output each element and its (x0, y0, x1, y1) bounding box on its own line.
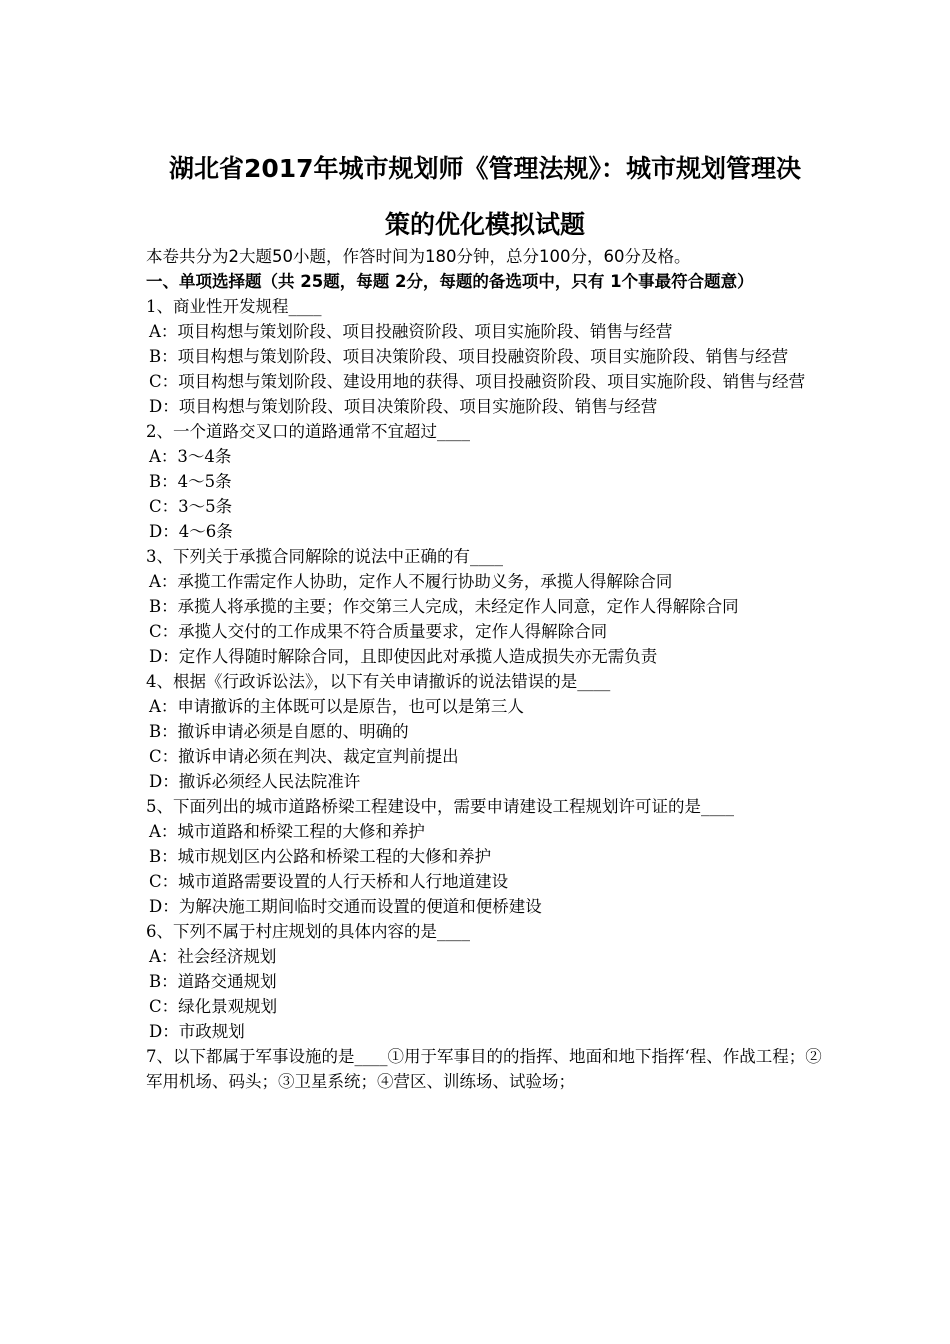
option-c: C：项目构想与策划阶段、建设用地的获得、项目投融资阶段、项目实施阶段、销售与经营 (149, 372, 806, 391)
question-2 (146, 419, 824, 544)
question-stem: 6、下列不属于村庄规划的具体内容的是____ (146, 922, 470, 941)
question-6 (146, 919, 824, 1044)
section-heading: 一、单项选择题（共 25题，每题 2分，每题的备选项中，只有 1个事最符合题意） (146, 272, 754, 291)
option-a: A：城市道路和桥梁工程的大修和养护 (149, 822, 425, 841)
question-stem: 2、一个道路交叉口的道路通常不宜超过____ (146, 422, 470, 441)
option-a: A：社会经济规划 (149, 947, 277, 966)
question-3 (146, 544, 824, 669)
option-c: C：城市道路需要设置的人行天桥和人行地道建设 (149, 872, 509, 891)
question-7 (146, 1044, 824, 1094)
option-d: D：4～6条 (149, 522, 233, 541)
option-d: D：为解决施工期间临时交通而设置的便道和便桥建设 (149, 897, 542, 916)
option-c: C：3～5条 (149, 497, 233, 516)
option-c: C：撤诉申请必须在判决、裁定宣判前提出 (149, 747, 459, 766)
document-page (146, 148, 824, 1094)
option-b: B：项目构想与策划阶段、项目决策阶段、项目投融资阶段、项目实施阶段、销售与经营 (149, 347, 789, 366)
option-b: B：城市规划区内公路和桥梁工程的大修和养护 (149, 847, 492, 866)
option-d: D：项目构想与策划阶段、项目决策阶段、项目实施阶段、销售与经营 (149, 397, 658, 416)
option-b: B：承揽人将承揽的主要；作交第三人完成，未经定作人同意，定作人得解除合同 (149, 597, 739, 616)
option-c: C：绿化景观规划 (149, 997, 278, 1016)
option-a: A：申请撤诉的主体既可以是原告，也可以是第三人 (149, 697, 524, 716)
question-1 (146, 294, 824, 419)
title-line-2: 策的优化模拟试题 (384, 210, 585, 239)
option-a: A：3～4条 (149, 447, 232, 466)
option-a: A：项目构想与策划阶段、项目投融资阶段、项目实施阶段、销售与经营 (149, 322, 673, 341)
question-stem: 7、以下都属于军事设施的是____①用于军事目的的指挥、地面和地下指挥‘程、作战工程；②军用机场、码头；③卫星系统；④营区、训练场、试验场； (146, 1047, 822, 1091)
option-c: C：承揽人交付的工作成果不符合质量要求，定作人得解除合同 (149, 622, 608, 641)
option-b: B：撤诉申请必须是自愿的、明确的 (149, 722, 409, 741)
question-4 (146, 669, 824, 794)
title-line-1: 湖北省2017年城市规划师《管理法规》：城市规划管理决 (168, 154, 802, 183)
question-stem: 1、商业性开发规程____ (146, 297, 322, 316)
option-d: D：撤诉必须经人民法院准许 (149, 772, 361, 791)
option-a: A：承揽工作需定作人协助，定作人不履行协助义务，承揽人得解除合同 (149, 572, 673, 591)
option-b: B：4～5条 (149, 472, 232, 491)
question-stem: 3、下列关于承揽合同解除的说法中正确的有____ (146, 547, 503, 566)
question-stem: 4、根据《行政诉讼法》，以下有关申请撤诉的说法错误的是____ (146, 672, 611, 691)
option-d: D：定作人得随时解除合同，且即使因此对承揽人造成损失亦无需负责 (149, 647, 658, 666)
exam-intro: 本卷共分为2大题50小题，作答时间为180分钟，总分100分，60分及格。 (146, 247, 691, 266)
question-5 (146, 794, 824, 919)
option-b: B：道路交通规划 (149, 972, 277, 991)
option-d: D：市政规划 (149, 1022, 245, 1041)
question-stem: 5、下面列出的城市道路桥梁工程建设中，需要申请建设工程规划许可证的是____ (146, 797, 734, 816)
